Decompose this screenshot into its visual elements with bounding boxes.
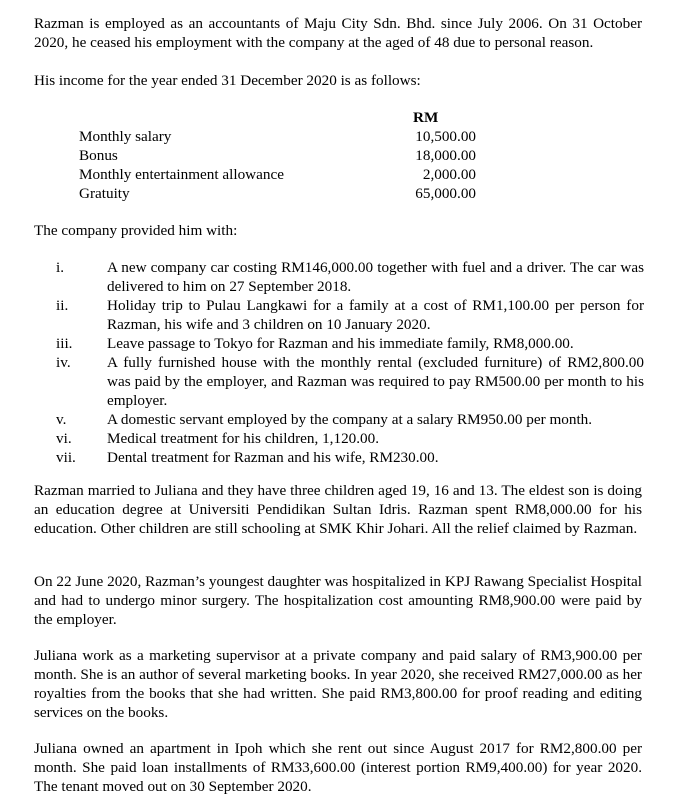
benefits-intro: The company provided him with: xyxy=(34,222,238,239)
intro-paragraph: Razman is employed as an accountants of Maju City Sdn. Bhd. since July 2006. On 31 October 2020, he ceased his employment with the company at the aged of 48 due to personal reason. xyxy=(34,15,642,51)
list-item xyxy=(56,296,644,334)
income-label: Monthly salary xyxy=(79,128,172,145)
family-paragraph: Razman married to Juliana and they have three children aged 19, 16 and 13. The eldest son is doing an education degree at Universiti Pendidikan Sultan Idris. Razman spent RM8,000.00 for his education. Other children are still schooling at SMK Khir Johari. All the relief claimed by Razman. xyxy=(34,482,642,537)
list-text: Medical treatment for his children, 1,120.00. xyxy=(107,430,380,447)
list-text: A new company car costing RM146,000.00 together with fuel and a driver. The car was delivered to him on 27 September 2018. xyxy=(107,259,644,295)
income-amount: 65,000.00 xyxy=(415,185,476,202)
list-number: iii. xyxy=(56,335,73,352)
income-table xyxy=(79,108,479,203)
income-amount: 2,000.00 xyxy=(422,166,476,183)
list-number: ii. xyxy=(56,297,69,314)
list-number: i. xyxy=(56,259,65,276)
list-text: Dental treatment for Razman and his wife, RM230.00. xyxy=(107,449,439,466)
income-amount: 18,000.00 xyxy=(415,147,476,164)
list-number: v. xyxy=(56,411,67,428)
income-amount: 10,500.00 xyxy=(415,128,476,145)
income-row-gratuity xyxy=(79,184,479,203)
juliana-apartment-paragraph: Juliana owned an apartment in Ipoh which she rent out since August 2017 for RM2,800.00 per month. She paid loan installments of RM33,600.00 (interest portion RM9,400.00) for year 2020. The tenant moved out on 30 September 2020. xyxy=(34,740,642,795)
list-number: iv. xyxy=(56,354,71,371)
income-row-salary xyxy=(79,127,479,146)
income-label: Monthly entertainment allowance xyxy=(79,166,284,183)
income-label: Gratuity xyxy=(79,185,130,202)
list-item xyxy=(56,353,644,410)
income-row-entertainment xyxy=(79,165,479,184)
income-label: Bonus xyxy=(79,147,118,164)
list-text: A domestic servant employed by the company at a salary RM950.00 per month. xyxy=(107,411,593,428)
list-item xyxy=(56,429,644,448)
hospital-paragraph: On 22 June 2020, Razman’s youngest daughter was hospitalized in KPJ Rawang Specialist Hospital and had to undergo minor surgery. The hospitalization cost amounting RM8,900.00 were paid by the employer. xyxy=(34,573,642,628)
list-number: vii. xyxy=(56,449,76,466)
list-item xyxy=(56,410,644,429)
list-number: vi. xyxy=(56,430,72,447)
income-intro: His income for the year ended 31 December 2020 is as follows: xyxy=(34,72,421,89)
benefits-list xyxy=(56,258,644,467)
list-item xyxy=(56,448,644,467)
juliana-work-paragraph: Juliana work as a marketing supervisor at a private company and paid salary of RM3,900.00 per month. She is an author of several marketing books. In year 2020, she received RM27,000.00 as her royalties from the books that she had written. She paid RM3,800.00 for proof reading and editing services on the books. xyxy=(34,647,642,721)
currency-header: RM xyxy=(413,109,439,126)
list-item xyxy=(56,334,644,353)
income-row-bonus xyxy=(79,146,479,165)
list-item xyxy=(56,258,644,296)
list-text: Leave passage to Tokyo for Razman and his immediate family, RM8,000.00. xyxy=(107,335,574,352)
list-text: Holiday trip to Pulau Langkawi for a family at a cost of RM1,100.00 per person for Razman, his wife and 3 children on 10 January 2020. xyxy=(107,297,644,333)
list-text: A fully furnished house with the monthly rental (excluded furniture) of RM2,800.00 was paid by the employer, and Razman was required to pay RM500.00 per month to his employer. xyxy=(107,354,644,409)
